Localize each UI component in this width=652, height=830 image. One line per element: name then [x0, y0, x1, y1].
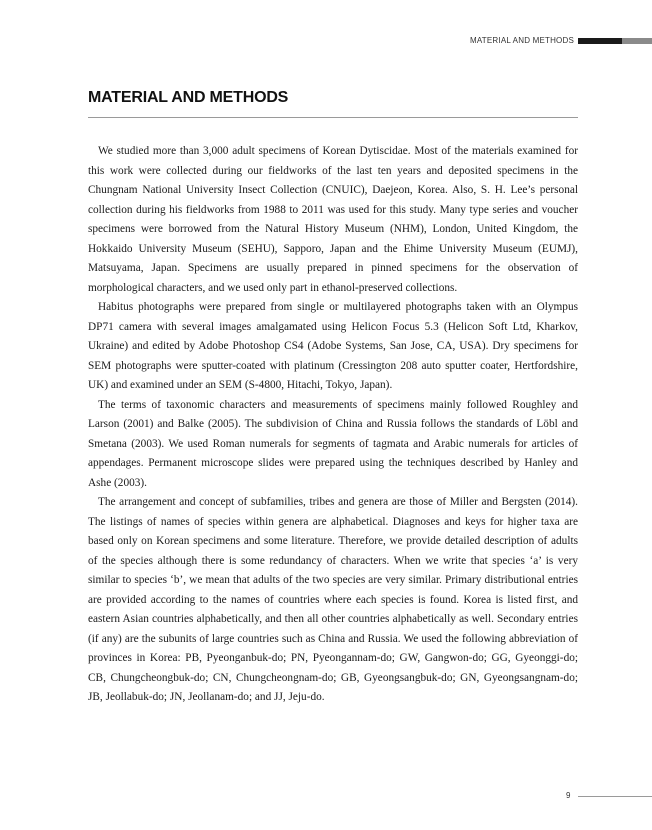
- paragraph-arrangement: The arrangement and concept of subfamilies, tribes and genera are those of Miller and Bergsten (2014). The listings of names of species within genera are alphabetical. Diagnoses and keys for higher taxa are based only on Korean specimens and some literature. Therefore, we provide detailed description of adults of the species although there is some redundancy of characters. When we write that species ‘a’ is very similar to species ‘b’, we mean that adults of the two species are very similar. Primary distributional entries are provided according to the names of countries where each species is found. Korea is listed first, and eastern Asian countries alphabetically, and then all other countries alphabetically as well. Secondary entries (if any) are the subunits of large countries such as China and Russia. We used the following abbreviation of provinces in Korea: PB, Pyeonganbuk-do; PN, Pyeongannam-do; GW, Gangwon-do; GG, Gyeonggi-do; CB, Chungcheongbuk-do; CN, Chungcheongnam-do; GB, Gyeongsangbuk-do; GN, Gyeongsangnam-do; JB, Jeollabuk-do; JN, Jeollanam-do; and JJ, Jeju-do.: [88, 496, 578, 703]
- title-divider: [88, 117, 578, 118]
- running-head: [470, 36, 652, 45]
- page-number: 9: [566, 791, 571, 800]
- body-text: [88, 142, 578, 708]
- footer-rule: [578, 796, 652, 797]
- paragraph-specimens: We studied more than 3,000 adult specimens of Korean Dytiscidae. Most of the materials examined for this work were collected during our fieldworks of the last ten years and deposited specimens in the Chungnam National University Insect Collection (CNUIC), Daejeon, Korea. Also, S. H. Lee’s personal collection during his fieldworks from 1988 to 2011 was used for this study. Many type series and voucher specimens were borrowed from the Natural History Museum (NHM), London, United Kingdom, the Hokkaido University Museum (SEHU), Sapporo, Japan and the Ehime University Museum (EUMJ), Matsuyama, Japan. Specimens are usually prepared in pinned specimens for the observation of morphological characters, and we used only part in ethanol-preserved collections.: [88, 145, 578, 294]
- section-title: MATERIAL AND METHODS: [88, 89, 289, 106]
- running-head-text: MATERIAL AND METHODS: [469, 36, 574, 45]
- running-head-bar-gray: [622, 38, 652, 44]
- paragraph-terminology: The terms of taxonomic characters and measurements of specimens mainly followed Roughley and Larson (2001) and Balke (2005). The subdivision of China and Russia follows the standards of Löbl and Smetana (2003). We used Roman numerals for segments of tagmata and Arabic numerals for articles of appendages. Permanent microscope slides were prepared using the techniques described by Hanley and Ashe (2003).: [88, 398, 578, 489]
- paragraph-photographs: Habitus photographs were prepared from single or multilayered photographs taken with an Olympus DP71 camera with several images amalgamated using Helicon Focus 5.3 (Helicon Soft Ltd, Kharkov, Ukraine) and edited by Adobe Photoshop CS4 (Adobe Systems, San Jose, CA, USA). Dry specimens for SEM photographs were sputter-coated with platinum (Cressington 208 auto sputter coater, Hertfordshire, UK) and examined under an SEM (S-4800, Hitachi, Tokyo, Japan).: [88, 301, 578, 391]
- running-head-bar-dark: [578, 38, 622, 44]
